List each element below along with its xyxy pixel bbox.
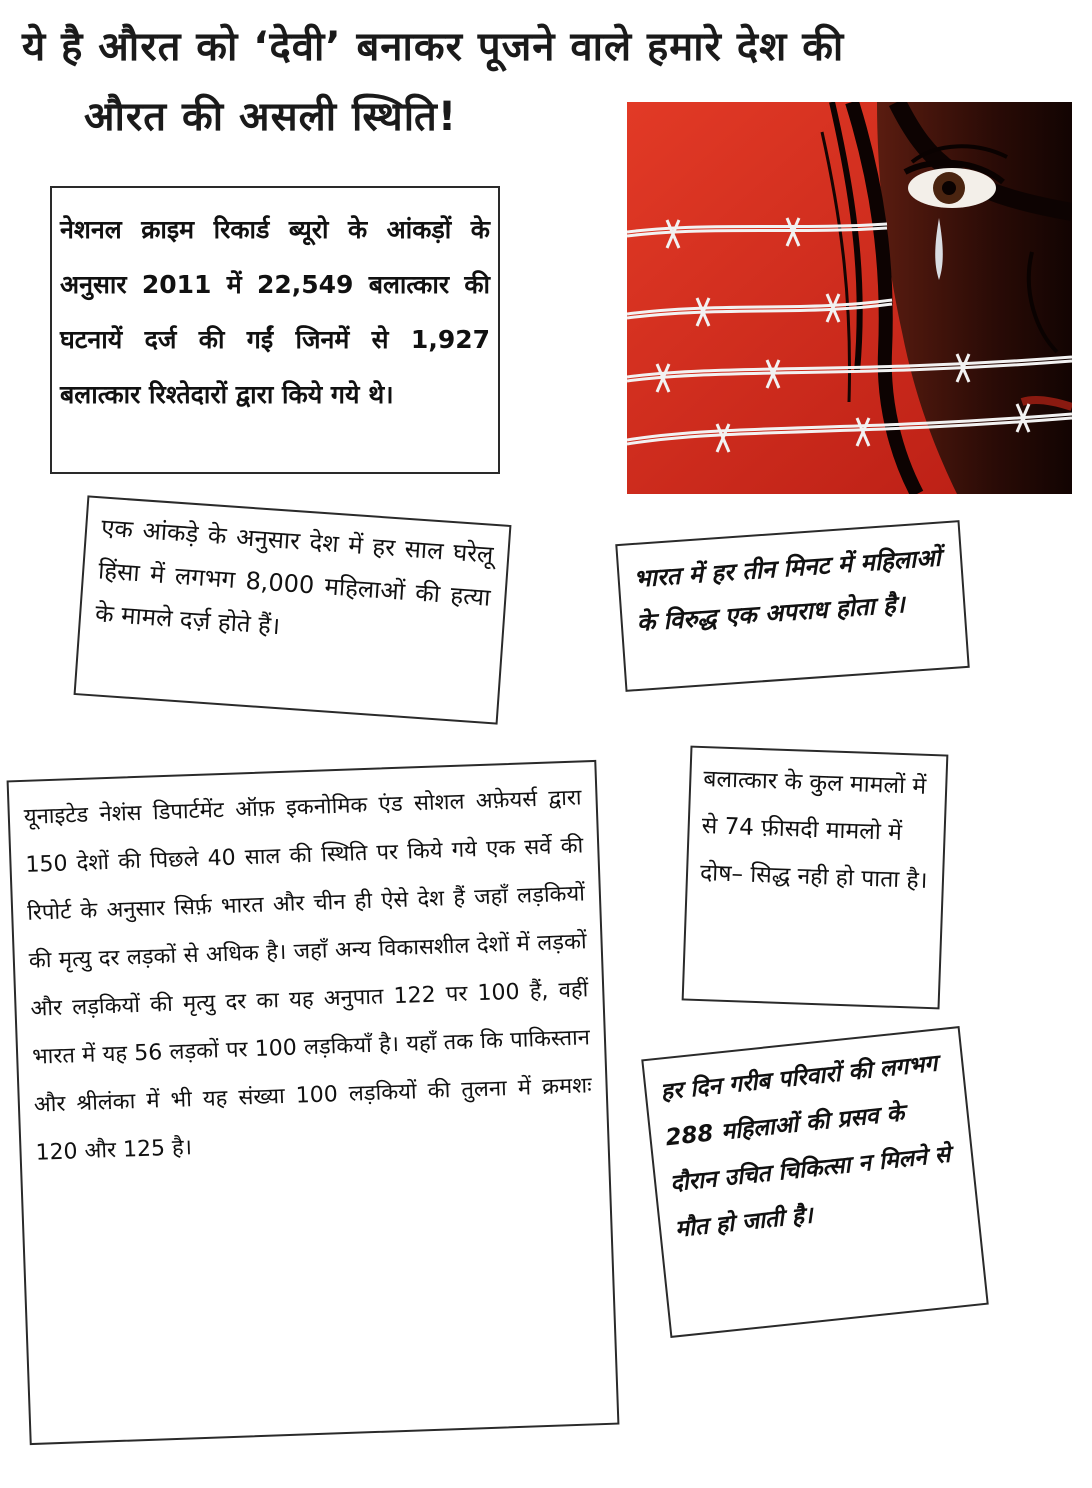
- page-title-line-1: ये है औरत को ‘देवी’ बनाकर पूजने वाले हमारे देश की: [22, 24, 845, 70]
- ncrb-statistic-box: [50, 186, 500, 474]
- every-three-minutes-text: भारत में हर तीन मिनट में महिलाओं के विरुद्ध एक अपराध होता है।: [632, 543, 942, 637]
- un-survey-text: यूनाइटेड नेशंस डिपार्टमेंट ऑफ़ इकनोमिक एंड सोशल अफ़ेयर्स द्वारा 150 देशों की पिछले 40 साल की स्थिति पर किये गये एक सर्वे की रिपोर्ट के अनुसार सिर्फ़ भारत और चीन ही ऐसे देश हैं जहाँ लड़कियों की मृत्यु दर लड़कों से अधिक है। जहाँ अन्य विकासशील देशों में लड़कों और लड़कियों की मृत्यु दर का यह अनुपात 122 पर 100 हैं, वहीं भारत में यह 56 लड़कों पर 100 लड़कियाँ है। यहाँ तक कि पाकिस्तान और श्रीलंका में भी यह संख्या 100 लड़कियों की तुलना में क्रमशः 120 और 125 है।: [23, 785, 593, 1166]
- conviction-rate-text: बलात्कार के कुल मामलों में से 74 फ़ीसदी मामलो में दोष– सिद्ध नही हो पाता है।: [699, 766, 928, 894]
- domestic-violence-box: [74, 495, 512, 724]
- conviction-rate-box: [682, 746, 949, 1010]
- every-three-minutes-box: [615, 520, 969, 692]
- maternal-deaths-text: हर दिन गरीब परिवारों की लगभग 288 महिलाओं की प्रसव के दौरान उचित चिकित्सा न मिलने से मौत हो जाती है।: [659, 1050, 952, 1243]
- page-title-line-2: औरत की असली स्थिति!: [84, 94, 458, 140]
- ncrb-statistic-text: नेशनल क्राइम रिकार्ड ब्यूरो के आंकड़ों के अनुसार 2011 में 22,549 बलात्कार की घटनायें दर्ज की गईं जिनमें से 1,927 बलात्कार रिश्तेदारों द्वारा किये गये थे।: [60, 215, 490, 409]
- maternal-deaths-box: [641, 1026, 989, 1338]
- un-survey-box: [7, 760, 620, 1445]
- crying-woman-barbed-wire-illustration: [627, 102, 1072, 494]
- domestic-violence-text: एक आंकड़े के अनुसार देश में हर साल घरेलू हिंसा में लगभग 8,000 महिलाओं की हत्या के मामले दर्ज़ होते हैं।: [94, 513, 495, 641]
